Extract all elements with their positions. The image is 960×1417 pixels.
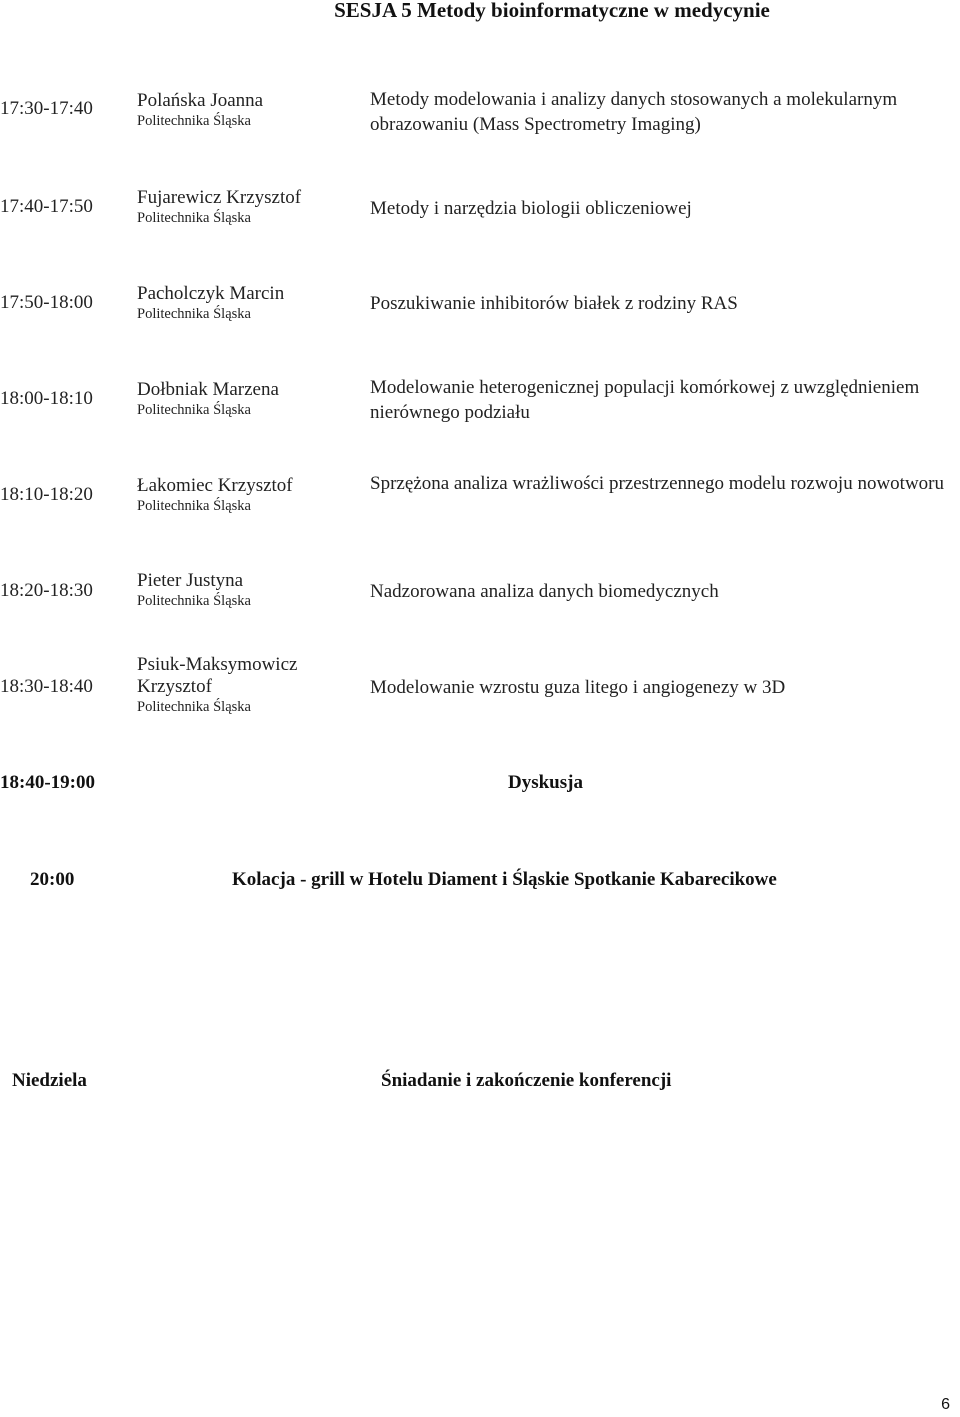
speaker-block: [137, 283, 352, 323]
talk-time: 18:30-18:40: [0, 676, 93, 697]
speaker-name: Fujarewicz Krzysztof: [137, 187, 302, 208]
sunday-label: Śniadanie i zakończenie konferencji: [381, 1070, 672, 1091]
talk-time: 18:10-18:20: [0, 484, 93, 505]
speaker-block: [137, 570, 352, 610]
speaker-block: [137, 379, 352, 419]
page-number: 6: [941, 1396, 950, 1413]
talk-title: Nadzorowana analiza danych biomedycznych: [370, 581, 719, 602]
speaker-name: Psiuk-Maksymowicz Krzysztof: [137, 654, 298, 697]
speaker-block: [137, 90, 352, 130]
speaker-name: Polańska Joanna: [137, 90, 264, 111]
speaker-affiliation: Politechnika Śląska: [137, 402, 251, 418]
speaker-affiliation: Politechnika Śląska: [137, 306, 251, 322]
speaker-affiliation: Politechnika Śląska: [137, 699, 251, 715]
dinner-time: 20:00: [30, 869, 75, 890]
talk-title: Metody modelowania i analizy danych stosowanych a molekularnym obrazowaniu (Mass Spectrometry Imaging): [370, 89, 898, 135]
discussion-label: Dyskusja: [508, 772, 583, 793]
speaker-affiliation: Politechnika Śląska: [137, 210, 251, 226]
speaker-affiliation: Politechnika Śląska: [137, 498, 251, 514]
speaker-block: [137, 187, 352, 227]
speaker-name: Łakomiec Krzysztof: [137, 475, 293, 496]
speaker-block: [137, 654, 352, 716]
speaker-affiliation: Politechnika Śląska: [137, 593, 251, 609]
speaker-block: [137, 475, 352, 515]
speaker-name: Pieter Justyna: [137, 570, 244, 591]
talk-title: Poszukiwanie inhibitorów białek z rodziny RAS: [370, 293, 738, 314]
dinner-label: Kolacja - grill w Hotelu Diament i Śląskie Spotkanie Kabarecikowe: [232, 869, 777, 890]
sunday-day: Niedziela: [12, 1070, 87, 1091]
talk-title: Modelowanie wzrostu guza litego i angiogenezy w 3D: [370, 677, 786, 698]
talk-time: 17:30-17:40: [0, 98, 93, 119]
discussion-time: 18:40-19:00: [0, 772, 95, 793]
talk-time: 18:20-18:30: [0, 580, 93, 601]
talk-time: 17:40-17:50: [0, 196, 93, 217]
session-title: SESJA 5 Metody bioinformatyczne w medycynie: [334, 0, 770, 22]
speaker-name: Pacholczyk Marcin: [137, 283, 285, 304]
talk-title: Modelowanie heterogenicznej populacji komórkowej z uwzględnieniem nierównego podziału: [370, 377, 920, 423]
talk-title: Metody i narzędzia biologii obliczeniowej: [370, 198, 692, 219]
speaker-name: Dołbniak Marzena: [137, 379, 279, 400]
talk-time: 17:50-18:00: [0, 292, 93, 313]
speaker-affiliation: Politechnika Śląska: [137, 113, 251, 129]
talk-time: 18:00-18:10: [0, 388, 93, 409]
talk-title: Sprzężona analiza wrażliwości przestrzennego modelu rozwoju nowotworu: [370, 473, 945, 494]
